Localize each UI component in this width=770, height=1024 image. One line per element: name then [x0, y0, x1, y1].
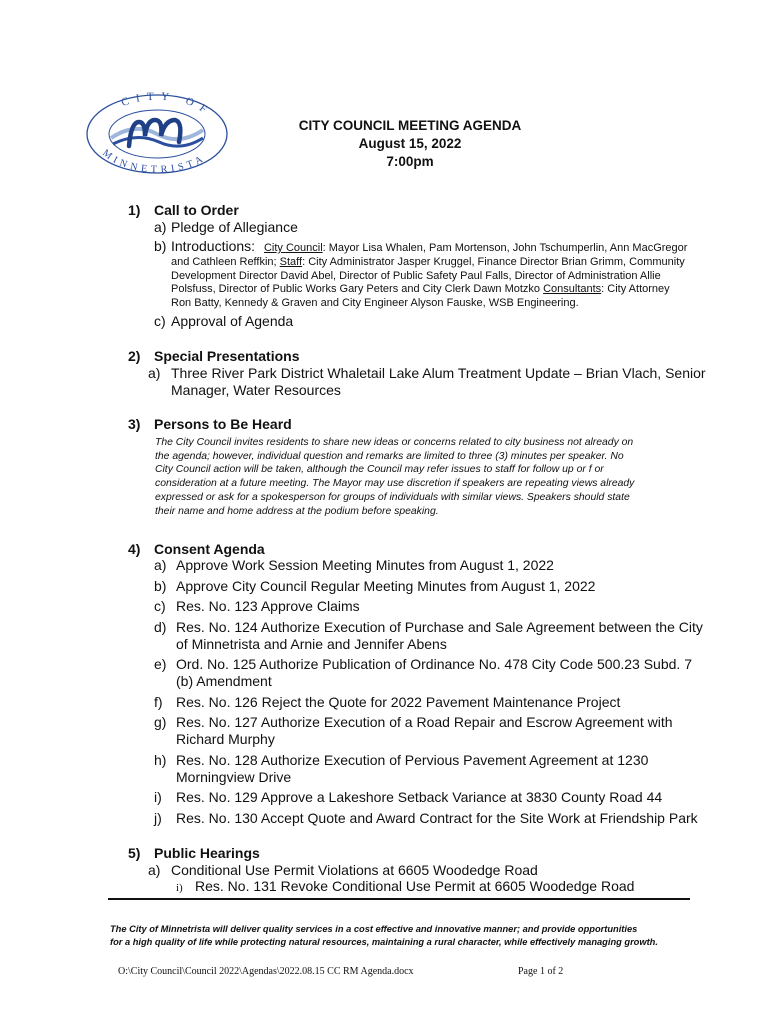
item-label: h)	[154, 751, 167, 768]
section-3-heading	[128, 416, 292, 432]
item-label: e)	[154, 656, 167, 672]
item-text: (b) Amendment	[176, 673, 272, 689]
agenda-item-1c	[154, 313, 293, 330]
mission-statement	[110, 923, 710, 948]
item-label: b)	[154, 577, 167, 594]
item-text: Manager, Water Resources	[171, 382, 341, 398]
item-label: a)	[148, 365, 161, 381]
section-5-heading	[128, 845, 260, 861]
intro-line: : City Administrator Jasper Kruggel, Finance Director Brian Grimm, Community	[302, 256, 685, 268]
section-2-heading	[128, 348, 300, 364]
staff-label: Staff	[279, 256, 303, 268]
item-label: b)	[154, 238, 167, 254]
section-number: 3)	[128, 416, 141, 432]
agenda-item-1b	[154, 238, 687, 256]
mission-line: The City of Minnetrista will deliver quality services in a cost effective and innovative manner; and provide opportunities	[110, 924, 638, 934]
footer-divider	[108, 898, 690, 900]
section-number: 5)	[128, 845, 141, 861]
page-number: Page 1 of 2	[518, 966, 564, 977]
agenda-item-1a	[154, 219, 298, 236]
introductions-label: Introductions:	[171, 238, 256, 254]
intro-line: Polsfuss, Director of Public Works Gary Peters and City Clerk Dawn Motzko	[171, 283, 544, 295]
item-text: Morningview Drive	[176, 768, 292, 785]
city-council-label: City Council	[263, 242, 323, 254]
consent-item	[154, 752, 703, 786]
mission-line: for a high quality of life while protecting natural resources, maintaining a rural character, while effectively managing growth.	[110, 936, 658, 947]
item-text: Res. No. 128 Authorize Execution of Pervious Pavement Agreement at 1230	[176, 751, 649, 768]
section-title: Special Presentations	[154, 348, 300, 364]
section-number: 2)	[128, 348, 141, 364]
consultants-label: Consultants	[543, 283, 602, 295]
item-label: a)	[154, 557, 167, 573]
intro-line: and Cathleen Reffkin;	[171, 256, 280, 268]
notice-line: their name and home address at the podium before speaking.	[155, 505, 439, 517]
agenda-header	[240, 117, 580, 171]
section-title: Consent Agenda	[154, 541, 265, 557]
consent-agenda-list	[154, 557, 703, 827]
consent-item	[154, 810, 703, 827]
item-label: j)	[154, 809, 162, 826]
item-text: Res. No. 123 Approve Claims	[176, 598, 360, 614]
consent-item	[154, 714, 703, 748]
consent-item	[154, 598, 703, 615]
public-comment-notice	[155, 436, 685, 518]
consent-item	[154, 694, 703, 711]
item-text: Three River Park District Whaletail Lake Alum Treatment Update – Brian Vlach, Senior	[171, 365, 706, 381]
agenda-item-2a	[148, 365, 706, 399]
city-logo	[85, 92, 230, 174]
item-text: Res. No. 127 Authorize Execution of a Road Repair and Escrow Agreement with	[176, 714, 673, 730]
item-text: Res. No. 130 Accept Quote and Award Contract for the Site Work at Friendship Park	[176, 809, 698, 826]
notice-line: consideration at a future meeting. The Mayor may use discretion if speakers are repeating views already	[155, 478, 635, 490]
agenda-item-5a	[148, 862, 538, 879]
item-label: a)	[148, 862, 161, 878]
item-label: c)	[154, 598, 166, 614]
item-text: Approve City Council Regular Meeting Minutes from August 1, 2022	[176, 577, 596, 594]
agenda-title: CITY COUNCIL MEETING AGENDA	[298, 118, 522, 133]
consent-item	[154, 619, 703, 653]
notice-line: the agenda; however, individual question and remarks are limited to three (3) minutes per speaker. No	[155, 450, 624, 462]
logo-wave-light	[111, 129, 203, 139]
item-label: g)	[154, 714, 167, 730]
item-text: Ord. No. 125 Authorize Publication of Ordinance No. 478 City Code 500.23 Subd. 7	[176, 656, 692, 672]
section-number: 4)	[128, 541, 141, 557]
section-title: Persons to Be Heard	[154, 416, 292, 432]
intro-line: : City Attorney	[601, 283, 670, 295]
consent-item	[154, 789, 703, 806]
introductions-body	[171, 256, 685, 310]
item-text: Conditional Use Permit Violations at 6605 Woodedge Road	[171, 862, 538, 878]
item-label: c)	[154, 313, 166, 329]
file-path: O:\City Council\Council 2022\Agendas\2022.08.15 CC RM Agenda.docx	[118, 966, 414, 977]
logo-top-text: CITY OF	[119, 92, 215, 120]
item-label: i)	[154, 789, 162, 805]
item-text: Pledge of Allegiance	[171, 219, 298, 235]
section-number: 1)	[128, 202, 141, 218]
item-text: Res. No. 129 Approve a Lakeshore Setback Variance at 3830 County Road 44	[176, 789, 663, 805]
logo-bottom-text: MINNETRISTA	[100, 147, 209, 174]
notice-line: City Council action will be taken, although the Council may refer issues to staff for follow up or f or	[155, 464, 604, 476]
consent-item	[154, 578, 703, 595]
item-label: d)	[154, 618, 167, 635]
consent-item	[154, 656, 703, 690]
meeting-time: 7:00pm	[386, 154, 434, 169]
intro-line: Ron Batty, Kennedy & Graven and City Engineer Alyson Fauske, WSB Engineering.	[171, 296, 579, 309]
meeting-date: August 15, 2022	[358, 136, 462, 151]
item-text: of Minnetrista and Arnie and Jennifer Abens	[176, 635, 447, 652]
intro-line: Development Director David Abel, Director of Public Safety Paul Falls, Director of Administration Allie	[171, 269, 661, 282]
section-title: Public Hearings	[154, 845, 260, 861]
notice-line: expressed or ask for a spokesperson for groups of individuals with similar views. Speakers should state	[155, 491, 630, 503]
section-4-heading	[128, 541, 265, 557]
item-label: i)	[176, 882, 183, 894]
item-label: f)	[154, 693, 163, 710]
item-text: Richard Murphy	[176, 731, 275, 747]
section-title: Call to Order	[154, 202, 239, 218]
consent-item	[154, 557, 703, 574]
notice-line: The City Council invites residents to share new ideas or concerns related to city business not already on	[155, 437, 634, 448]
agenda-item-5a-i	[176, 878, 634, 897]
item-text: Approve Work Session Meeting Minutes from August 1, 2022	[176, 557, 554, 573]
item-text: Res. No. 131 Revoke Conditional Use Permit at 6605 Woodedge Road	[195, 878, 635, 894]
city-council-members: : Mayor Lisa Whalen, Pam Mortenson, John Tschumperlin, Ann MacGregor	[322, 242, 688, 254]
item-text: Res. No. 126 Reject the Quote for 2022 Pavement Maintenance Project	[176, 693, 621, 710]
section-1-heading	[128, 202, 239, 218]
item-label: a)	[154, 219, 167, 235]
item-text: Approval of Agenda	[171, 313, 294, 329]
item-text: Res. No. 124 Authorize Execution of Purchase and Sale Agreement between the City	[176, 618, 703, 635]
